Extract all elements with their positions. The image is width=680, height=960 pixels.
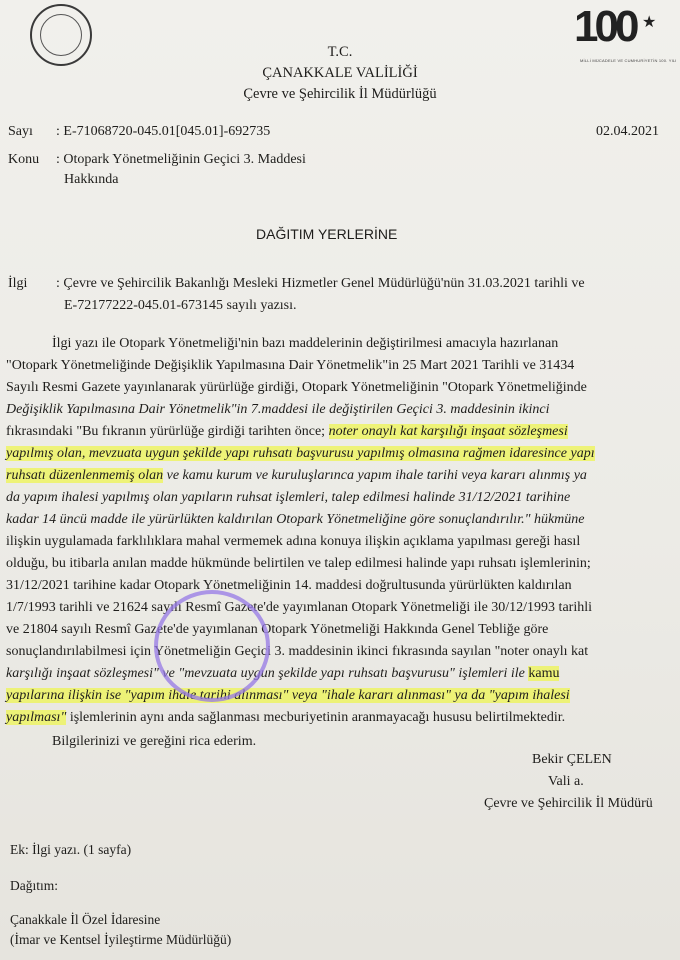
- body-line: [6, 688, 570, 704]
- highlighted-text: yapılması": [6, 710, 67, 725]
- highlighted-text: noter onaylı kat karşılığı inşaat sözleşmesi: [328, 424, 568, 439]
- highlighted-text: yapılarına ilişkin ise "yapım ihale tarihi alınması" veya "ihale kararı alınması" ya da "yapım ihalesi: [6, 688, 570, 703]
- konu-label: Konu: [8, 152, 40, 167]
- sayi-label: Sayı: [8, 124, 33, 139]
- attachment-line: Ek: İlgi yazı. (1 sayfa): [10, 842, 132, 857]
- sayi-value: : E-71068720-045.01[045.01]-692735: [56, 124, 271, 139]
- recipient-line-2: (İmar ve Kentsel İyileştirme Müdürlüğü): [10, 932, 232, 947]
- signatory-title: Vali a.: [548, 774, 584, 789]
- body-text: karşılığı inşaat sözleşmesi" ve "mevzuata uygun şekilde yapı ruhsatı başvurusu" işlemleri ile: [6, 666, 529, 681]
- body-line: sonuçlandırılabilmesi için Yönetmeliğin Geçici 3. maddesinin ikinci fıkrasında sayılan "noter onaylı kat: [6, 644, 589, 659]
- signatory-name: Bekir ÇELEN: [532, 752, 612, 767]
- body-line: kadar 14 üncü madde ile yürürlükten kaldırılan Otopark Yönetmeliğine göre sonuçlandırılır." hükmüne: [6, 512, 585, 527]
- body-line: olduğu, bu itibarla anılan madde hükmünde belirtilen ve talep edilmesi halinde yapı ruhsatı işlemlerinin;: [6, 556, 591, 571]
- header-governorship: ÇANAKKALE VALİLİĞİ: [262, 65, 418, 81]
- ilgi-line-2: E-72177222-045.01-673145 sayılı yazısı.: [64, 298, 297, 313]
- body-line: 1/7/1993 tarihli ve 21624 sayılı Resmî Gazete'de yayımlanan Otopark Yönetmeliği ile 30/12/1993 tarihli: [6, 600, 592, 615]
- konu-value-line-2: Hakkında: [64, 172, 119, 187]
- star-icon: ★: [642, 14, 657, 31]
- highlighted-text: kamu: [528, 666, 560, 681]
- body-line: [6, 710, 565, 726]
- logo-caption: MİLLİ MÜCADELE VE CUMHURİYETİN 100. YILI: [580, 58, 677, 63]
- body-line: ilişkin uygulamada farklılıklara mahal vermemek adına konuya ilişkin açıklama yapılması gereği hasıl: [6, 534, 581, 549]
- body-line: İlgi yazı ile Otopark Yönetmeliği'nin bazı maddelerinin değiştirilmesi amacıyla hazırlanan: [52, 336, 559, 351]
- republic-100-years-logo: [574, 2, 677, 72]
- body-line: ve 21804 sayılı Resmî Gazete'de yayımlanan Otopark Yönetmeliği Hakkında Genel Tebliğe göre: [6, 622, 549, 637]
- signatory-office: Çevre ve Şehircilik İl Müdürü: [484, 796, 653, 811]
- header-directorate: Çevre ve Şehircilik İl Müdürlüğü: [243, 86, 437, 102]
- body-text: ve kamu kurum ve kuruluşlarınca yapım ihale tarihi veya kararı alınmış ya: [163, 468, 587, 483]
- ilgi-label: İlgi: [8, 276, 28, 291]
- body-line: 31/12/2021 tarihine kadar Otopark Yönetmeliğinin 14. maddesi doğrultusunda yürürlükten kaldırılan: [6, 578, 572, 593]
- konu-value-line-1: : Otopark Yönetmeliğinin Geçici 3. Maddesi: [56, 152, 306, 167]
- body-text: fıkrasındaki "Bu fıkranın yürürlüğe girdiği tarihten önce;: [6, 424, 329, 439]
- distribution-label: Dağıtım:: [10, 878, 58, 893]
- body-line: [6, 666, 559, 682]
- document-date: 02.04.2021: [596, 124, 659, 139]
- body-line: [6, 446, 595, 462]
- handwritten-circle-mark: [154, 590, 270, 702]
- highlighted-text: yapılmış olan, mevzuata uygun şekilde yapı ruhsatı başvurusu yapılmış olmasına rağmen idaresince yapı: [6, 446, 595, 461]
- highlighted-text: ruhsatı düzenlenmemiş olan: [6, 468, 164, 483]
- ilgi-line-1: : Çevre ve Şehircilik Bakanlığı Mesleki Hizmetler Genel Müdürlüğü'nün 31.03.2021 tarihli ve: [56, 276, 585, 291]
- body-line: Sayılı Resmi Gazete yayınlanarak yürürlüğe girdiği, Otopark Yönetmeliğinin "Otopark Yönetmeliğinde: [6, 380, 587, 395]
- header-tc: T.C.: [327, 44, 353, 60]
- body-line: [6, 424, 568, 440]
- body-line: Değişiklik Yapılmasına Dair Yönetmelik"in 7.maddesi ile değiştirilen Geçici 3. maddesinin ikinci: [6, 402, 550, 417]
- body-line: "Otopark Yönetmeliğinde Değişiklik Yapılmasına Dair Yönetmelik"in 25 Mart 2021 Tarihli ve 31434: [6, 358, 575, 373]
- closing-line: Bilgilerinizi ve gereğini rica ederim.: [52, 734, 257, 749]
- recipient-line-1: Çanakkale İl Özel İdaresine: [10, 912, 161, 927]
- body-line: [6, 468, 587, 484]
- logo-100-text: 100: [574, 2, 636, 51]
- body-line: da yapım ihalesi yapılmış olan yapıların ruhsat işlemleri, talep edilmesi halinde 31/12/2021 tarihine: [6, 490, 571, 505]
- distribution-title: DAĞITIM YERLERİNE: [256, 226, 398, 242]
- body-text: işlemlerinin aynı anda sağlanması mecburiyetinin aranmayacağı hususu belirtilmektedir.: [66, 710, 566, 725]
